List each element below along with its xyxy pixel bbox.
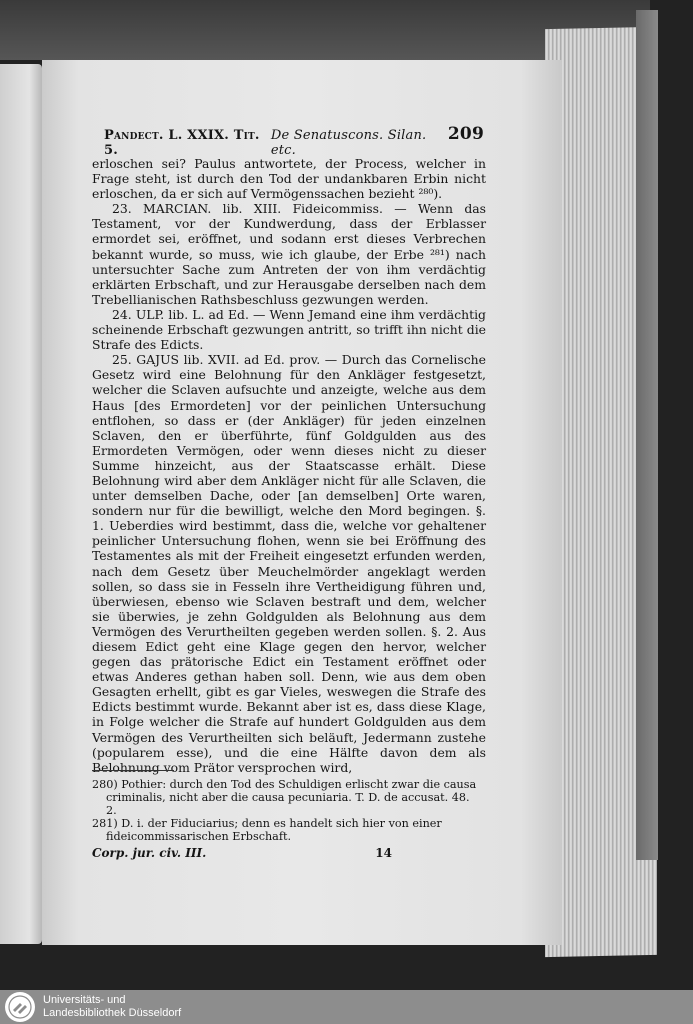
library-footer <box>0 990 693 1024</box>
paragraph: 23. MARCIAN. lib. XIII. Fideicommiss. — Wenn das Testament, vor der Kundwerdung, dass der Erblasser ermordet sei, eröffnet, und sodann erst dieses Verbrechen bekannt wurde, so muss, wie ich glaube, der Erbe ²⁸¹) nach untersuchter Sache zum Antreten der von ihm verdächtig erklärten Erbschaft, und zur Herausgabe derselben nach dem Trebellianischen Rathsbeschluss gezwungen werden. <box>92 201 486 307</box>
body-text <box>92 156 486 775</box>
signature-line <box>92 846 392 860</box>
library-logo-icon[interactable] <box>5 992 35 1022</box>
footnote: 281) D. i. der Fiduciarius; denn es handelt sich hier von einer fideicommissarischen Erbschaft. <box>92 817 442 843</box>
left-page-edge <box>0 64 42 944</box>
footnotes <box>92 778 482 843</box>
running-head-title: De Senatuscons. Silan. etc. <box>270 128 427 158</box>
logo-mark-icon <box>8 995 32 1019</box>
library-name-line2: Landesbibliothek Düsseldorf <box>43 1007 182 1019</box>
book-board <box>636 10 658 860</box>
paragraph: 25. GAJUS lib. XVII. ad Ed. prov. — Durch das Cornelische Gesetz wird eine Belohnung für den Ankläger festgesetzt, welcher die Sclaven aufsuchte und anzeigte, welche aus dem Haus [des Ermordeten] vor der peinlichen Untersuchung entflohen, so dass er (der Ankläger) für jeden einzelnen Sclaven, den er überführte, fünf Goldgulden aus des Ermordeten Vermögen, oder wenn dieses nicht zu dieser Summe hinzeicht, aus der Staatscasse erhält. Diese Belohnung wird aber dem Ankläger nicht für alle Sclaven, die unter demselben Dache, oder [an demselben] Orte waren, sondern nur für die bewilligt, welche den Mord begingen. §. 1. Ueberdies wird bestimmt, dass die, welche vor gehaltener peinlicher Untersuchung flohen, wenn sie bei Eröffnung des Testamentes als mit der Freiheit eingesetzt erfunden werden, nach dem Gesetz über Meuchelmörder angeklagt werden sollen, so dass sie in Fesseln ihre Vertheidigung führen und, überwiesen, ebenso wie Sclaven bestraft und dem, welcher sie überwies, je zehn Goldgulden als Belohnung aus dem Vermögen des Verurtheilten gegeben werden sollen. §. 2. Aus diesem Edict geht eine Klage gegen den hervor, welcher gegen das prätorische Edict ein Testament eröffnet oder etwas Anderes gethan haben soll. Denn, wie aus dem oben Gesagten erhellt, gibt es gar Vieles, weswegen die Strafe des Edicts bestimmt wurde. Bekannt aber ist es, dass diese Klage, in Folge welcher die Strafe auf hundert Goldgulden aus dem Vermögen des Verurtheilten sich beläuft, Jedermann zustehe (popularem esse), und die eine Hälfte davon dem als Belohnung vom Prätor versprochen wird, <box>92 352 486 775</box>
page-number: 209 <box>447 124 484 144</box>
signature-number: 14 <box>375 846 392 860</box>
library-name-line1: Universitäts- und <box>43 994 126 1006</box>
running-head <box>104 124 484 158</box>
footnote: 280) Pothier: durch den Tod des Schuldigen erlischt zwar die causa criminalis, nicht aber die causa pecuniaria. T. D. de accusat. 48. 2. <box>92 778 477 817</box>
signature-title: Corp. jur. civ. III. <box>92 846 207 860</box>
footnote-rule <box>92 770 174 771</box>
book-page <box>42 60 562 945</box>
running-head-title-section: Pandect. L. XXIX. Tit. 5. <box>104 128 260 158</box>
paragraph: 24. ULP. lib. L. ad Ed. — Wenn Jemand eine ihm verdächtig scheinende Erbschaft gezwungen antritt, so trifft ihn nicht die Strafe des Edicts. <box>92 306 486 353</box>
library-name[interactable] <box>43 994 181 1020</box>
paragraph: erloschen sei? Paulus antwortete, der Process, welcher in Frage steht, ist durch den Tod der undankbaren Erbin nicht erloschen, da er sich auf Vermögenssachen bezieht ²⁸⁰). <box>92 156 486 202</box>
